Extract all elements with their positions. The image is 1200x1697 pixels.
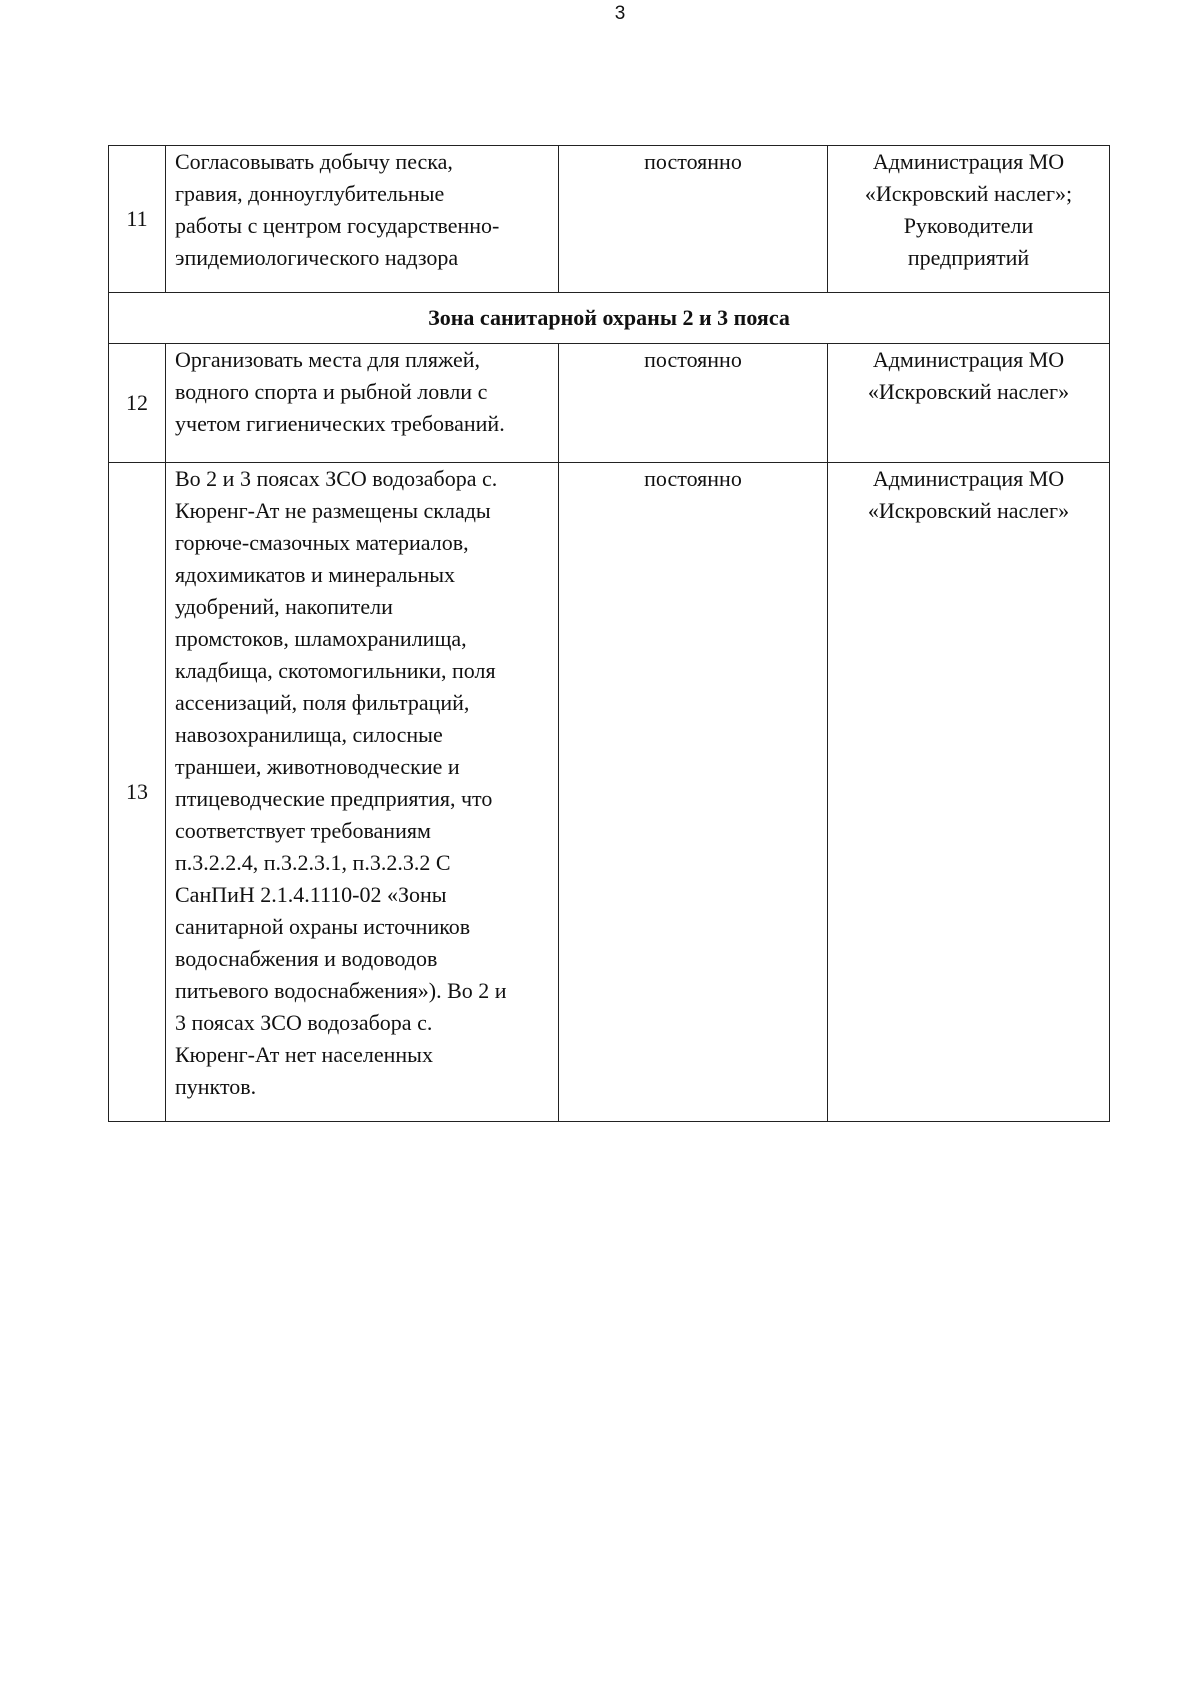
action-line: водного спорта и рыбной ловли с — [175, 379, 488, 404]
responsible-line: Администрация МО — [872, 466, 1065, 491]
row-number: 13 — [109, 463, 166, 1122]
action-line: соответствует требованиям — [175, 818, 431, 843]
table-row — [109, 146, 1110, 293]
term-cell: постоянно — [559, 344, 828, 463]
action-line: навозохранилища, силосные — [175, 722, 443, 747]
responsible-line: «Искровский наслег» — [867, 379, 1070, 404]
action-line: п.3.2.2.4, п.3.2.3.1, п.3.2.3.2 С — [175, 850, 451, 875]
action-line: эпидемиологического надзора — [175, 245, 459, 270]
action-cell — [166, 344, 559, 463]
action-line: ассенизаций, поля фильтраций, — [175, 690, 470, 715]
action-line: кладбища, скотомогильники, поля — [175, 658, 496, 683]
action-line: санитарной охраны источников — [175, 914, 471, 939]
responsible-cell — [828, 463, 1110, 1122]
page-number: 3 — [614, 3, 626, 24]
responsible-line: Руководители — [903, 213, 1034, 238]
action-line: промстоков, шламохранилища, — [175, 626, 467, 651]
term-cell: постоянно — [559, 463, 828, 1122]
action-line: птицеводческие предприятия, что — [175, 786, 493, 811]
action-line: Во 2 и 3 поясах ЗСО водозабора с. — [175, 466, 498, 491]
row-number: 12 — [109, 344, 166, 463]
action-line: СанПиН 2.1.4.1110-02 «Зоны — [175, 882, 447, 907]
action-line: 3 поясах ЗСО водозабора с. — [175, 1010, 433, 1035]
responsible-line: Администрация МО — [872, 347, 1065, 372]
section-row — [109, 293, 1110, 344]
measures-table — [108, 145, 1110, 1122]
action-line: гравия, донноуглубительные — [175, 181, 445, 206]
responsible-line: Администрация МО — [872, 149, 1065, 174]
responsible-cell — [828, 344, 1110, 463]
action-line: Кюренг-Ат не размещены склады — [175, 498, 491, 523]
action-line: траншеи, животноводческие и — [175, 754, 460, 779]
action-line: пунктов. — [175, 1074, 257, 1099]
term-cell: постоянно — [559, 146, 828, 293]
action-line: работы с центром государственно- — [175, 213, 500, 238]
responsible-line: «Искровский наслег» — [867, 498, 1070, 523]
responsible-cell — [828, 146, 1110, 293]
action-line: водоснабжения и водоводов — [175, 946, 438, 971]
action-line: учетом гигиенических требований. — [175, 411, 505, 436]
table-row — [109, 344, 1110, 463]
action-line: Согласовывать добычу песка, — [175, 149, 453, 174]
table-row — [109, 463, 1110, 1122]
action-cell — [166, 146, 559, 293]
action-cell — [166, 463, 559, 1122]
action-line: ядохимикатов и минеральных — [175, 562, 456, 587]
action-line: горюче-смазочных материалов, — [175, 530, 469, 555]
action-line: Организовать места для пляжей, — [175, 347, 480, 372]
action-line: удобрений, накопители — [175, 594, 393, 619]
section-heading: Зона санитарной охраны 2 и 3 пояса — [109, 293, 1110, 344]
action-line: Кюренг-Ат нет населенных — [175, 1042, 433, 1067]
action-line: питьевого водоснабжения»). Во 2 и — [175, 978, 507, 1003]
responsible-line: «Искровский наслег»; — [864, 181, 1073, 206]
row-number: 11 — [109, 146, 166, 293]
responsible-line: предприятий — [907, 245, 1030, 270]
